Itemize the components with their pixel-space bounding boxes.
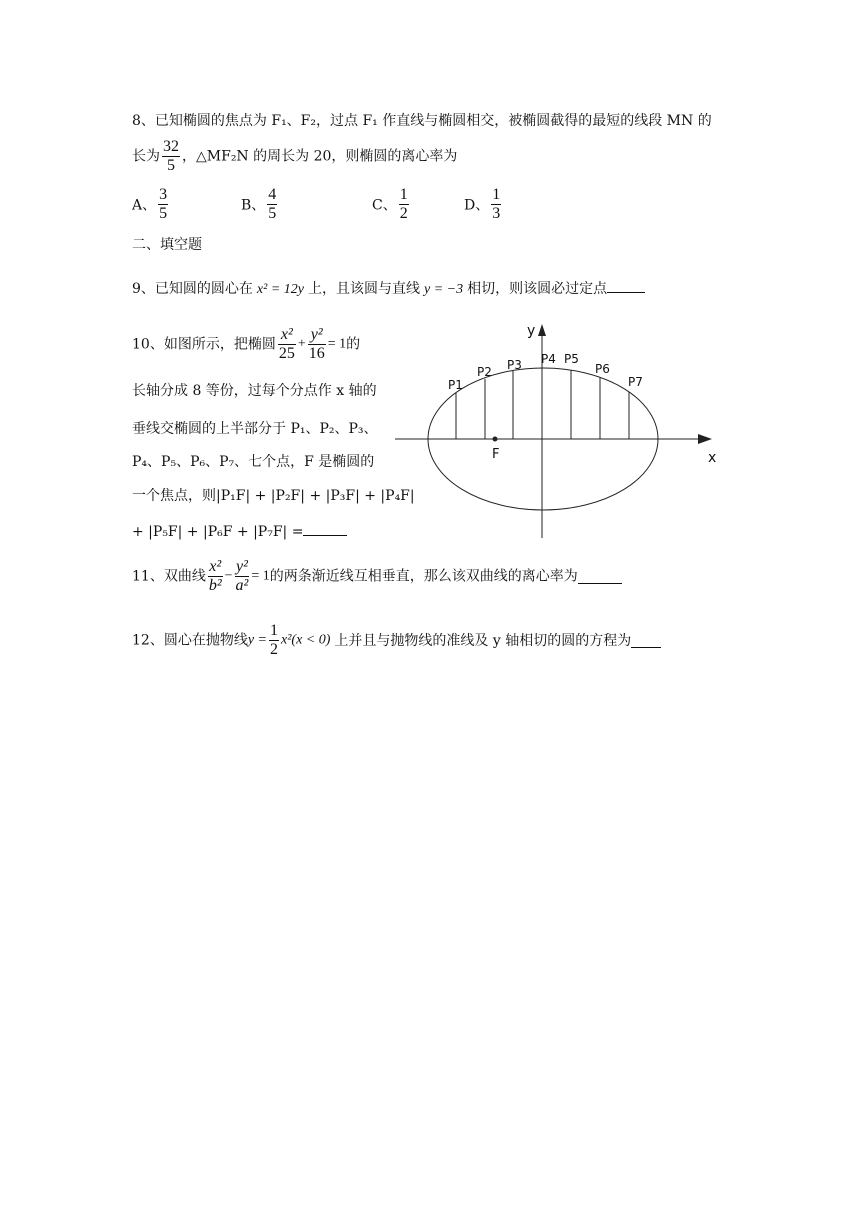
q11-prefix: 11、双曲线: [132, 568, 206, 585]
option-label: A、: [132, 197, 157, 214]
q11-frac1-num: x²: [209, 558, 222, 575]
option-label: C、: [372, 197, 397, 214]
q11-suffix: 的两条渐近线互相垂直，那么该双曲线的离心率为: [269, 568, 578, 585]
q8-mn-fraction: [162, 138, 180, 175]
q11-frac2-den: a²: [235, 577, 249, 594]
q12-suffix: 上并且与抛物线的准线及 y 轴相切的圆的方程为: [334, 632, 632, 649]
q9-suffix: 相切，则该圆必过定点: [467, 281, 608, 297]
q9-formula1: x² = 12y: [256, 282, 304, 297]
option-num: 1: [399, 186, 408, 203]
q11-answer-blank: [578, 569, 622, 584]
q8-line1: 8、已知椭圆的焦点为 F₁、F₂，过点 F₁ 作直线与椭圆相交，被椭圆截得的最短的线段 MN 的: [132, 113, 712, 129]
option-den: 5: [159, 205, 168, 222]
point-label-p4: P4: [541, 352, 556, 366]
q12-prefix: 12、圆心在抛物线: [132, 632, 248, 649]
q11-minus: −: [224, 568, 233, 584]
q11-frac1-den: b²: [208, 577, 222, 594]
option-den: 2: [399, 205, 408, 222]
q9-mid: 上，且该圆与直线: [308, 281, 420, 297]
q8-line2: [132, 138, 457, 175]
option-fraction: [267, 186, 277, 223]
q10-frac2: [308, 326, 326, 363]
option-label: B、: [241, 197, 266, 214]
q12-frac: [269, 622, 279, 659]
q8-option-b: [241, 186, 279, 223]
q12-frac-den: 2: [270, 641, 278, 658]
q8-option-d: [464, 186, 503, 223]
q12-answer-blank: [631, 633, 661, 648]
q10-answer-blank: [303, 521, 347, 536]
option-fraction: [399, 186, 409, 223]
q8-option-c: [372, 186, 411, 223]
q10-line6: [132, 521, 347, 541]
point-label-p3: P3: [507, 358, 522, 372]
q9-answer-blank: [607, 278, 645, 293]
option-num: 3: [159, 186, 168, 203]
q10-frac2-num: y²: [310, 326, 323, 343]
q8-line2-prefix: 长为: [132, 148, 160, 165]
focus-point: [493, 437, 498, 442]
option-den: 3: [492, 205, 501, 222]
q12-rhs: x²(x < 0): [281, 632, 331, 648]
q10-plus: +: [297, 336, 306, 352]
q10-frac1: [278, 326, 296, 363]
option-num: 4: [268, 186, 277, 203]
option-den: 5: [268, 205, 277, 222]
ellipse-figure: [390, 318, 730, 540]
point-label-p6: P6: [595, 362, 610, 376]
q11-line: [132, 558, 622, 595]
q10-line5: 一个焦点，则|P₁F| + |P₂F| + |P₃F| + |P₄F|: [132, 488, 415, 504]
focus-label: F: [492, 447, 500, 462]
point-label-p5: P5: [564, 352, 579, 366]
option-fraction: [491, 186, 501, 223]
q8-mn-den: 5: [162, 156, 180, 175]
q10-after: 的: [346, 336, 361, 353]
q11-frac2-num: y²: [235, 558, 248, 575]
x-axis-label: x: [708, 450, 717, 466]
y-axis-arrow-icon: [538, 324, 546, 336]
q11-frac1: [208, 558, 223, 595]
q11-eq: = 1: [251, 568, 270, 584]
q9-prefix: 9、已知圆的圆心在: [132, 281, 253, 297]
q10-line6-text: + |P₅F| + |P₆F + |P₇F| =: [132, 524, 304, 540]
q9-formula2: y = −3: [424, 282, 464, 297]
q8-option-a: [132, 186, 170, 223]
q10-frac1-num: x²: [280, 326, 293, 343]
q10-eq: = 1: [327, 336, 347, 352]
q12-lhs: y =: [247, 632, 267, 648]
q12-line: [132, 622, 661, 659]
point-label-p1: P1: [448, 378, 463, 392]
q10-line2: 长轴分成 8 等份，过每个分点作 x 轴的: [132, 383, 377, 399]
q10-prefix: 10、如图所示，把椭圆: [132, 336, 276, 353]
x-axis-arrow-icon: [698, 434, 712, 444]
q10-line4: P₄、P₅、P₆、P₇、七个点，F 是椭圆的: [132, 454, 375, 470]
q8-mn-num: 32: [163, 138, 179, 155]
option-fraction: [158, 186, 168, 223]
section-title: 二、填空题: [132, 237, 202, 253]
option-label: D、: [464, 197, 490, 214]
option-num: 1: [492, 186, 501, 203]
q9-line: [132, 278, 645, 299]
point-label-p2: P2: [477, 365, 492, 379]
q10-line3: 垂线交椭圆的上半部分于 P₁、P₂、P₃、: [132, 421, 378, 437]
y-axis-label: y: [527, 323, 536, 339]
q11-frac2: [235, 558, 250, 595]
q12-frac-num: 1: [270, 622, 278, 639]
point-label-p7: P7: [628, 375, 643, 389]
q10-frac1-den: 25: [278, 345, 295, 362]
q10-frac2-den: 16: [308, 345, 325, 362]
q8-line2-suffix: ，△MF₂N 的周长为 20，则椭圆的离心率为: [182, 148, 458, 165]
q10-line1: [132, 326, 360, 363]
